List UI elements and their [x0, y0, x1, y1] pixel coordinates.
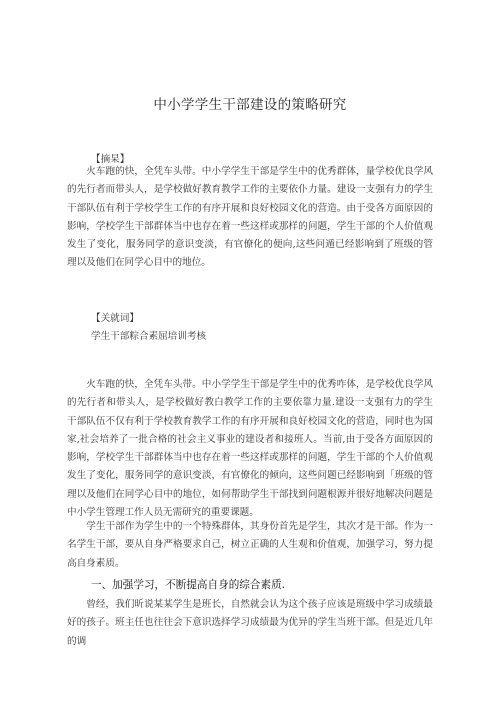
- body-paragraph-3-text: 曾经，我们昕说某某学生是班长，自然就会认为这个孩子应该是班级中学习成绩最好的孩子。班主任也往往会下意识选择学习成绩最为优异的学生当班干部。但是近几年的调: [67, 599, 433, 647]
- body-paragraph-3: [67, 596, 433, 651]
- body-paragraph-1: [67, 376, 433, 522]
- abstract-text: 火车跑的快，全凭车头带。中小学学生干部是学生中的优秀群体，量学校优良学风的先行者而带头人，是学校做好教育教学工作的主要依仆力量。建设一支强有力的学生干部队伍有利于学校学生工作的有序开展和良好校园文化的营造。由于受各方面原因的影响，学校学生干部群体当中也存在着一些这样或那样的问题，学生干部的个人价值观发生了变化，服务同学的意识变淡，有官僚化的便向,这些问遁已经影响到了班级的管理以及他们在同学心目中的地位。: [67, 166, 433, 269]
- keywords-label: 【关就词】: [91, 313, 139, 324]
- abstract-label: 【摘杲】: [91, 154, 130, 165]
- body-paragraph-2: [67, 518, 433, 573]
- document-title: 中小学学生干部建设的策略研究: [153, 97, 347, 113]
- abstract-paragraph: [67, 163, 433, 273]
- body-paragraph-2-text: 学生干部作为学生中的一个特殊群体，其身份首先是学生，其次才是干部。作为一名学生干部，要从自身严格要求自己，树立正确的人生观和价值观，加强学习，努力提高自身素质。: [67, 521, 433, 569]
- keywords-text: 学生干部粽合素屈培训考核: [91, 331, 207, 342]
- body-paragraph-1-text: 火车跑的快，全凭车头带。中小学学生干部是学生中的优秀咋体，是学校优良学风的先行者和带头人，是学校做好教白教学工作的主要依靠力量.建设一支强有力的学生干部队伍不仅有利于学校教育教学工作的有序开展和良好校园文化的营造，同时也为国家,社会培养了一批合格的社会主义事业的建设者和接班人。当前,由于受各方面原因的影响，学校学生干部群体当中也存在着一些这样或那样的问题，学生干部的个人价值观发生了变化，服务同学的意识变淡，有官僚化的倾向，这些问题已经影响到「班级的管理以及他们在同学心目中的地位，如何帮助学生干部找到问题根源并很好地解决问题是中小学生管理工作人员无需研究的重要课题。: [67, 379, 433, 519]
- section-heading: 一、加强学习，不断提高自身的综合素质.: [91, 579, 286, 591]
